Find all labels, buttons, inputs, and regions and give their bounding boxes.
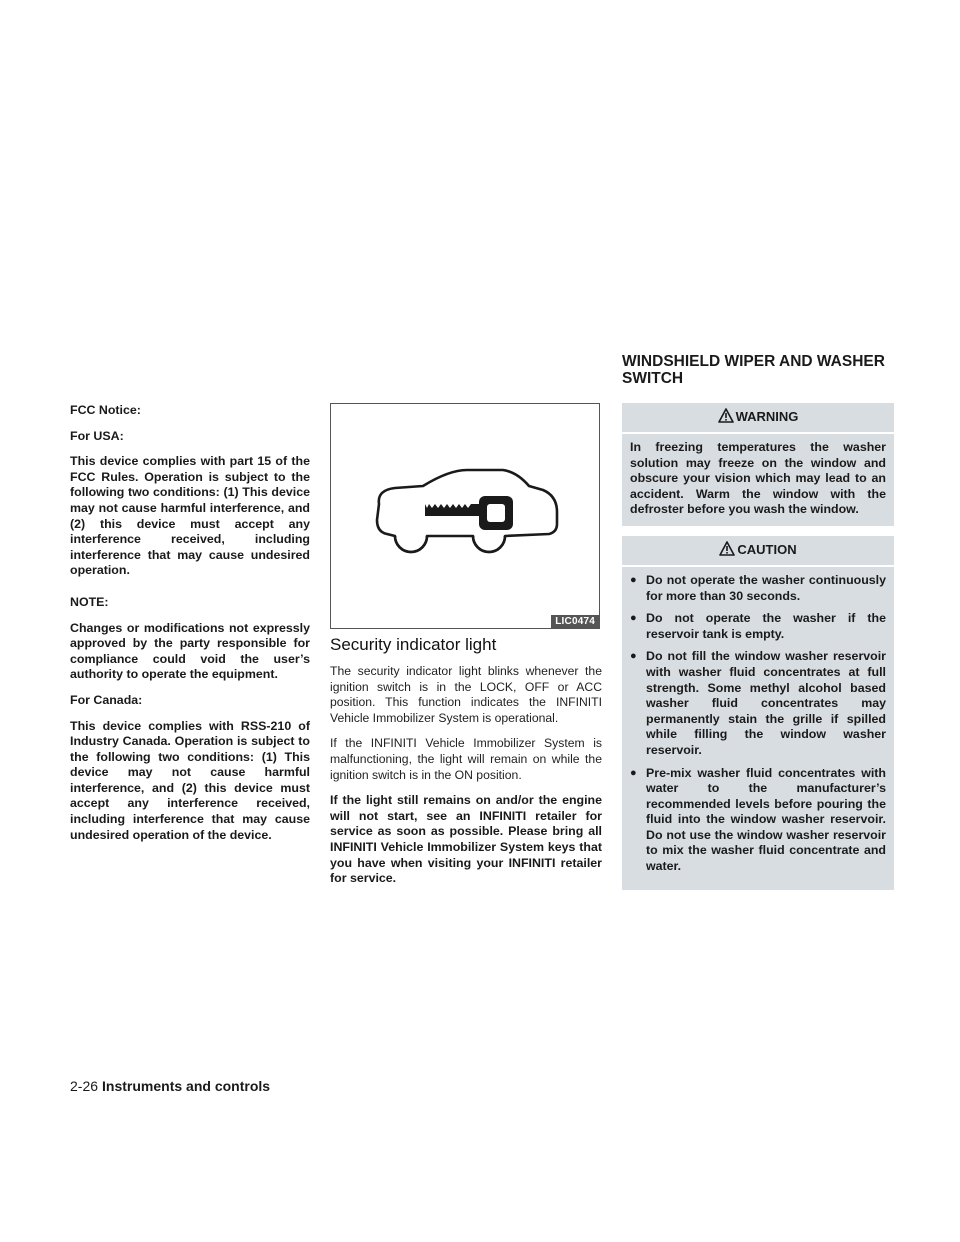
- caution-title: CAUTION: [737, 541, 797, 557]
- warning-text: In freezing temperatures the washer solution may freeze on the window and obscure your vision which may lead to an accident. Warm the window with the defroster before you wash the window.: [630, 440, 886, 517]
- caution-header: [622, 536, 894, 567]
- caution-item: ● Pre-mix washer fluid concentrates with water to the manufacturer’s recommended levels before pouring the fluid into the window washer reservoir. Do not use the window washer reservoir to mix the washer fluid concentrate and water.: [630, 766, 886, 875]
- security-para-3: If the light still remains on and/or the engine will not start, see an INFINITI retailer for service as soon as possible. Please bring all INFINITI Vehicle Immobilizer System keys that you have when visiting your INFINITI retailer for service.: [330, 793, 602, 886]
- usa-text: This device complies with part 15 of the FCC Rules. Operation is subject to the following two conditions: (1) This device may not cause harmful interference, and (2) this device must accept any interference received, including interference that may cause undesired operation.: [70, 454, 310, 578]
- footer-section: Instruments and controls: [102, 1078, 271, 1094]
- figure-code: LIC0474: [551, 615, 599, 628]
- security-indicator-figure: [330, 403, 600, 629]
- caution-item: ● Do not fill the window washer reservoir with washer fluid concentrates at full strength. Some methyl alcohol based washer fluid concentrates may permanently stain the grille if spilled while filling the window washer reservoir.: [630, 649, 886, 758]
- page-number: 2-26: [70, 1078, 99, 1094]
- security-para-1: The security indicator light blinks whenever the ignition switch is in the LOCK, OFF or ACC position. This function indicates the INFINITI Vehicle Immobilizer System is operational.: [330, 664, 602, 725]
- section-title: WINDSHIELD WIPER AND WASHER SWITCH: [622, 353, 885, 387]
- for-canada-heading: For Canada:: [70, 692, 143, 707]
- warning-triangle-icon: [718, 408, 734, 427]
- caution-item: ● Do not operate the washer if the reservoir tank is empty.: [630, 611, 886, 642]
- caution-triangle-icon: [719, 541, 735, 560]
- note-heading: NOTE:: [70, 594, 109, 609]
- for-usa-heading: For USA:: [70, 428, 124, 443]
- fcc-notice-heading: FCC Notice:: [70, 403, 141, 417]
- canada-text: This device complies with RSS-210 of Industry Canada. Operation is subject to the following two conditions: (1) This device may not cause harmful interference, and (2) this device must accept any interference received, including interference that may cause undesired operation of the device.: [70, 718, 310, 842]
- warning-header: [622, 403, 894, 434]
- warning-box: [622, 403, 894, 526]
- car-with-key-icon: [331, 404, 599, 628]
- security-para-2: If the INFINITI Vehicle Immobilizer System is malfunctioning, the light will remain on while the ignition switch is in the ON position.: [330, 736, 602, 782]
- security-indicator-heading: Security indicator light: [330, 635, 497, 654]
- column-fcc: [70, 403, 310, 853]
- caution-list: [630, 573, 886, 875]
- page-footer: [70, 1078, 270, 1094]
- column-washer: [622, 403, 894, 898]
- column-security: [330, 403, 602, 897]
- caution-item: ● Do not operate the washer continuously for more than 30 seconds.: [630, 573, 886, 604]
- warning-title: WARNING: [735, 409, 799, 424]
- caution-box: [622, 536, 894, 890]
- note-text: Changes or modifications not expressly approved by the party responsible for compliance could void the user’s authority to operate the equipment.: [70, 620, 310, 682]
